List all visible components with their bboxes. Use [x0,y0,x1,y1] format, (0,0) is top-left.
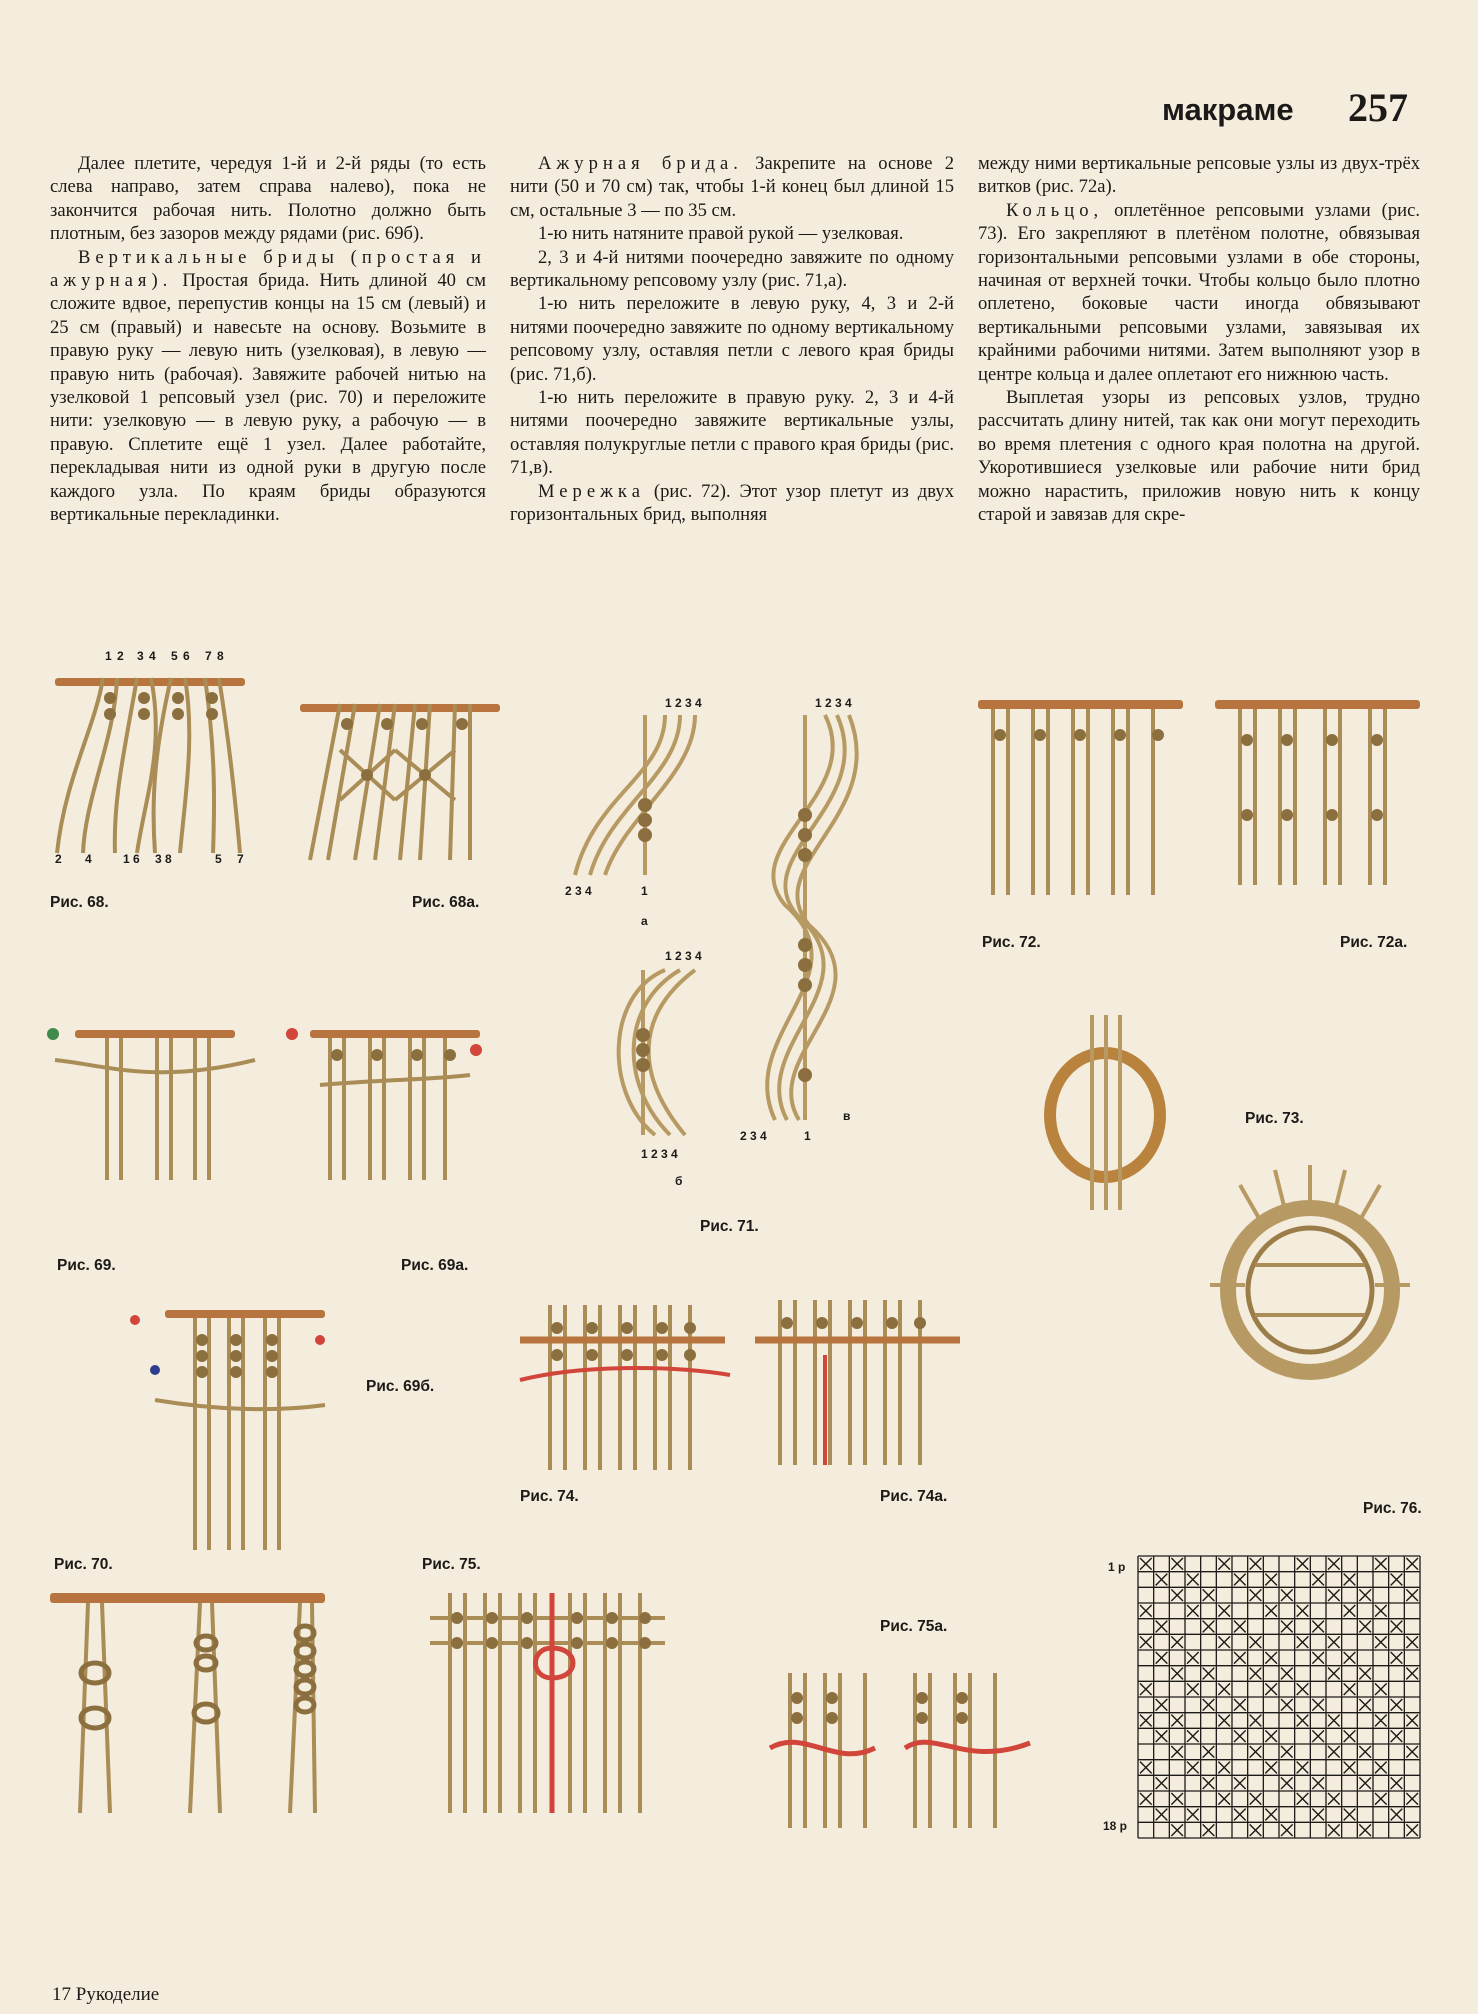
caption-fig-73: Рис. 73. [1245,1110,1304,1127]
caption-fig-75a: Рис. 75а. [880,1618,948,1635]
stitch-cross [1328,1558,1340,1570]
stitch-cross [1234,1730,1246,1742]
stitch-cross [1140,1558,1152,1570]
stitch-cross [1281,1668,1293,1680]
fig-number: 1 [105,649,112,663]
fig-number: 7 [237,852,244,866]
stitch-cross [1359,1824,1371,1836]
caption-fig-69a: Рис. 69а. [401,1257,469,1274]
stitch-cross [1344,1652,1356,1664]
figure-69-illustration [45,1020,265,1185]
stitch-cross [1406,1589,1418,1601]
stitch-cross [1281,1824,1293,1836]
stitch-cross [1140,1683,1152,1695]
grid-label-last-row: 18 р [1103,1819,1128,1833]
stitch-cross [1375,1762,1387,1774]
stitch-cross [1140,1793,1152,1805]
stitch-cross [1218,1558,1230,1570]
stitch-cross [1406,1636,1418,1648]
stitch-cross [1344,1809,1356,1821]
stitch-cross [1312,1730,1324,1742]
spaced-heading: Кольцо, [1006,199,1104,221]
stitch-cross [1187,1652,1199,1664]
paragraph [510,152,954,222]
cross-stitch-grid [1138,1556,1420,1838]
stitch-cross [1218,1762,1230,1774]
fig-number: 1 2 3 4 [665,696,702,710]
stitch-cross [1297,1636,1309,1648]
stitch-cross [1297,1683,1309,1695]
stitch-cross [1281,1699,1293,1711]
stitch-cross [1297,1558,1309,1570]
figure-75a-illustration [765,1668,1035,1833]
stitch-cross [1406,1746,1418,1758]
paragraph: 2, 3 и 4-й нитями поочередно завяжите по одному вертикальному репсовому узлу (рис. 71,а). [510,246,954,292]
stitch-cross [1328,1793,1340,1805]
stitch-cross [1156,1730,1168,1742]
fig-number: 2 3 4 [565,884,592,898]
stitch-cross [1234,1809,1246,1821]
figure-76-illustration [1195,1165,1425,1465]
spaced-heading: Мережка [538,480,645,502]
stitch-cross [1203,1668,1215,1680]
stitch-cross [1171,1589,1183,1601]
text-column-1 [50,152,486,527]
stitch-cross [1203,1824,1215,1836]
stitch-cross [1359,1589,1371,1601]
stitch-cross [1265,1574,1277,1586]
stitch-cross [1171,1793,1183,1805]
stitch-cross [1203,1777,1215,1789]
stitch-cross [1234,1699,1246,1711]
stitch-cross [1250,1746,1262,1758]
stitch-cross [1187,1574,1199,1586]
stitch-cross [1344,1683,1356,1695]
stitch-cross [1344,1730,1356,1742]
stitch-cross [1218,1683,1230,1695]
stitch-cross [1375,1605,1387,1617]
stitch-cross [1406,1715,1418,1727]
caption-fig-74a: Рис. 74а. [880,1488,948,1505]
grid-label-first-row: 1 р [1108,1560,1126,1574]
figure-71-illustration [565,695,875,1188]
stitch-cross [1375,1558,1387,1570]
stitch-cross [1171,1746,1183,1758]
stitch-cross [1328,1746,1340,1758]
fig-number: 4 [85,852,92,866]
stitch-cross [1312,1621,1324,1633]
figure-70-illustration [50,1583,325,1818]
caption-fig-69: Рис. 69. [57,1257,116,1274]
caption-fig-70: Рис. 70. [54,1556,113,1573]
fig-number: 2 [117,649,124,663]
figure-68-illustration [55,648,255,866]
fig-number: 1 [804,1129,811,1143]
stitch-cross [1203,1699,1215,1711]
paragraph: 1-ю нить переложите в правую руку. 2, 3 и 4-й нитями поочередно завяжите вертикальные узлы, оставляя полукруглые петли с правого края бриды (рис. 71,в). [510,387,954,479]
stitch-cross [1140,1605,1152,1617]
paragraph-text: Закрепите на основе 2 нити (50 и 70 см) так, чтобы 1-й конец был длиной 15 см, остальные 3 — по 35 см. [510,153,954,221]
fig-number: 6 [183,649,190,663]
stitch-cross [1140,1715,1152,1727]
figure-74a-illustration [755,1295,965,1470]
fig-number: 3 [137,649,144,663]
stitch-cross [1281,1746,1293,1758]
caption-fig-68a: Рис. 68а. [412,894,480,911]
stitch-cross [1171,1715,1183,1727]
paragraph-text: оплетённое репсовыми узлами (рис. 73). Его закрепляют в плетёном полотне, обвязывая горизонтальными репсовыми узлами в обе стороны, начиная от верхней точки. Чтобы кольцо было плотно оплетено, боковые части иногда обвязывают вертикальными репсовыми узлами, завязывая их крайними рабочими нитями. Затем выполняют узор в центре кольца и далее оплетают его нижнюю часть. [978,199,1420,385]
stitch-cross [1265,1605,1277,1617]
stitch-cross [1281,1621,1293,1633]
stitch-cross [1328,1715,1340,1727]
fig-number: 5 [215,852,222,866]
stitch-cross [1297,1793,1309,1805]
fig-number: 6 [133,852,140,866]
stitch-cross [1375,1793,1387,1805]
fig-number: 2 3 4 [740,1129,767,1143]
paragraph-text: (рис. 72). Этот узор плетут из двух горизонтальных брид, выполняя [510,480,954,526]
stitch-cross [1250,1824,1262,1836]
stitch-cross [1406,1668,1418,1680]
paragraph: Далее плетите, чередуя 1-й и 2-й ряды (то есть слева направо, затем справа налево), пока не закончится рабочая нить. Полотно должно быть плотным, без зазоров между рядами (рис. 69б). [50,153,486,245]
stitch-cross [1265,1762,1277,1774]
stitch-cross [1156,1621,1168,1633]
figure-72-illustration [978,690,1183,900]
fig68-bottom-numbers [55,852,244,866]
stitch-cross [1203,1621,1215,1633]
caption-fig-68: Рис. 68. [50,894,109,911]
page-number: 257 [1348,85,1408,130]
fig-number: б [675,1174,683,1188]
stitch-cross [1391,1574,1403,1586]
stitch-cross [1344,1762,1356,1774]
stitch-cross [1203,1746,1215,1758]
caption-fig-72a: Рис. 72а. [1340,934,1408,951]
caption-fig-75: Рис. 75. [422,1556,481,1573]
figure-74-illustration [520,1300,735,1475]
stitch-cross [1344,1574,1356,1586]
stitch-cross [1171,1824,1183,1836]
stitch-cross [1234,1777,1246,1789]
stitch-cross [1218,1715,1230,1727]
section-title: макраме [1162,92,1294,127]
figure-69a-illustration [280,1020,495,1185]
stitch-cross [1328,1636,1340,1648]
paragraph: 1-ю нить натяните правой рукой — узелковая. [538,223,904,245]
text-column-2 [510,152,954,527]
fig-number: 3 [155,852,162,866]
stitch-cross [1265,1683,1277,1695]
spaced-heading: Ажурная брида. [538,153,743,174]
stitch-cross [1281,1777,1293,1789]
figure-72a-illustration [1215,690,1420,890]
stitch-cross [1375,1715,1387,1727]
stitch-cross [1328,1589,1340,1601]
stitch-cross [1328,1668,1340,1680]
stitch-cross [1406,1793,1418,1805]
stitch-cross [1187,1730,1199,1742]
stitch-cross [1250,1589,1262,1601]
stitch-cross [1391,1730,1403,1742]
stitch-cross [1156,1777,1168,1789]
fig-number: 4 [149,649,156,663]
fig-number: 8 [165,852,172,866]
stitch-cross [1406,1824,1418,1836]
fig-number: а [641,914,648,928]
footer-page-label: 17 Рукоделие [52,1984,160,2005]
stitch-cross [1391,1699,1403,1711]
stitch-cross [1297,1762,1309,1774]
figure-68a-illustration [300,690,500,865]
paragraph: Выплетая узоры из репсовых узлов, трудно рассчитать длину нитей, так как они могут переходить во время плетения с одного края полотна на другой. Укоротившиеся узелковые или рабочие нити брид можно нарастить, приложив новую нить к концу старой и завязав для скре- [978,387,1420,526]
stitch-cross [1171,1558,1183,1570]
stitch-cross [1297,1605,1309,1617]
stitch-cross [1312,1777,1324,1789]
paragraph [978,199,1420,386]
stitch-cross [1391,1777,1403,1789]
stitch-cross [1359,1621,1371,1633]
stitch-cross [1218,1793,1230,1805]
fig-number: 7 [205,649,212,663]
stitch-cross [1156,1699,1168,1711]
paragraph: 1-ю нить переложите в левую руку, 4, 3 и 2-й нитями поочередно завяжите по одному вертикальному репсовому узлу, оставляя петли с левого края бриды (рис. 71,б). [510,293,954,385]
fig-number: 8 [217,649,224,663]
caption-fig-76: Рис. 76. [1363,1500,1422,1517]
stitch-cross [1156,1574,1168,1586]
stitch-cross [1187,1809,1199,1821]
stitch-cross [1218,1636,1230,1648]
stitch-cross [1250,1715,1262,1727]
caption-fig-71: Рис. 71. [700,1218,759,1235]
stitch-cross [1375,1636,1387,1648]
stitch-cross [1234,1574,1246,1586]
stitch-cross [1391,1809,1403,1821]
stitch-cross [1156,1809,1168,1821]
stitch-cross [1312,1574,1324,1586]
text-column-3 [978,152,1420,527]
stitch-cross [1171,1668,1183,1680]
paragraph [510,480,954,527]
figure-69b-illustration [125,1300,340,1555]
stitch-cross [1265,1652,1277,1664]
fig-number: 1 2 3 4 [641,1147,678,1161]
stitch-cross [1297,1715,1309,1727]
stitch-cross [1312,1699,1324,1711]
caption-fig-74: Рис. 74. [520,1488,579,1505]
stitch-cross [1312,1809,1324,1821]
stitch-cross [1187,1605,1199,1617]
fig-number: в [843,1109,851,1123]
stitch-cross [1359,1746,1371,1758]
paragraph [50,246,486,527]
stitch-cross [1328,1824,1340,1836]
stitch-cross [1234,1621,1246,1633]
stitch-cross [1203,1589,1215,1601]
stitch-cross [1265,1809,1277,1821]
fig-number: 1 [123,852,130,866]
stitch-cross [1140,1636,1152,1648]
stitch-cross [1218,1605,1230,1617]
fig-number: 1 [641,884,648,898]
stitch-cross [1171,1636,1183,1648]
fig-number: 5 [171,649,178,663]
caption-fig-72: Рис. 72. [982,934,1041,951]
stitch-cross [1359,1777,1371,1789]
fig68-top-numbers [105,649,224,663]
figure-73-illustration [1040,1015,1180,1215]
stitch-cross [1312,1652,1324,1664]
stitch-cross [1406,1558,1418,1570]
stitch-cross [1375,1683,1387,1695]
stitch-cross [1250,1793,1262,1805]
stitch-cross [1250,1558,1262,1570]
stitch-cross [1140,1762,1152,1774]
figure-75-illustration [420,1588,675,1818]
stitch-cross [1391,1621,1403,1633]
fig-number: 1 2 3 4 [665,949,702,963]
stitch-cross [1250,1668,1262,1680]
spaced-heading: Вертикальные бриды (простая и ажурная). [50,246,486,292]
caption-fig-69b: Рис. 69б. [366,1378,435,1395]
stitch-cross [1359,1668,1371,1680]
stitch-cross [1265,1730,1277,1742]
stitch-cross [1234,1652,1246,1664]
fig-number: 2 [55,852,62,866]
stitch-cross [1281,1589,1293,1601]
stitch-cross [1359,1699,1371,1711]
stitch-cross [1187,1762,1199,1774]
stitch-cross [1156,1652,1168,1664]
fig-number: 1 2 3 4 [815,696,852,710]
stitch-cross [1391,1652,1403,1664]
paragraph: между ними вертикальные репсовые узлы из двух-трёх витков (рис. 72а). [978,153,1420,198]
stitch-cross [1187,1683,1199,1695]
stitch-cross [1250,1636,1262,1648]
paragraph-text: Простая брида. Нить длиной 40 см сложите вдвое, перепустив концы на 15 см (левый) и 25 см (правый) и навесьте на основу. Возьмите в правую руку — левую нить (узелковая), в левую — правую нить (рабочая). Завяжите рабочей нитью на узелковой 1 репсовый узел (рис. 70) и переложите нити: узелковую — в левую руку, а рабочую — в правую. Сплетите ещё 1 узел. Далее работайте, перекладывая нити из одной руки в другую после каждого узла. По краям бриды образуются вертикальные перекладинки. [50,270,486,526]
stitch-cross [1344,1605,1356,1617]
